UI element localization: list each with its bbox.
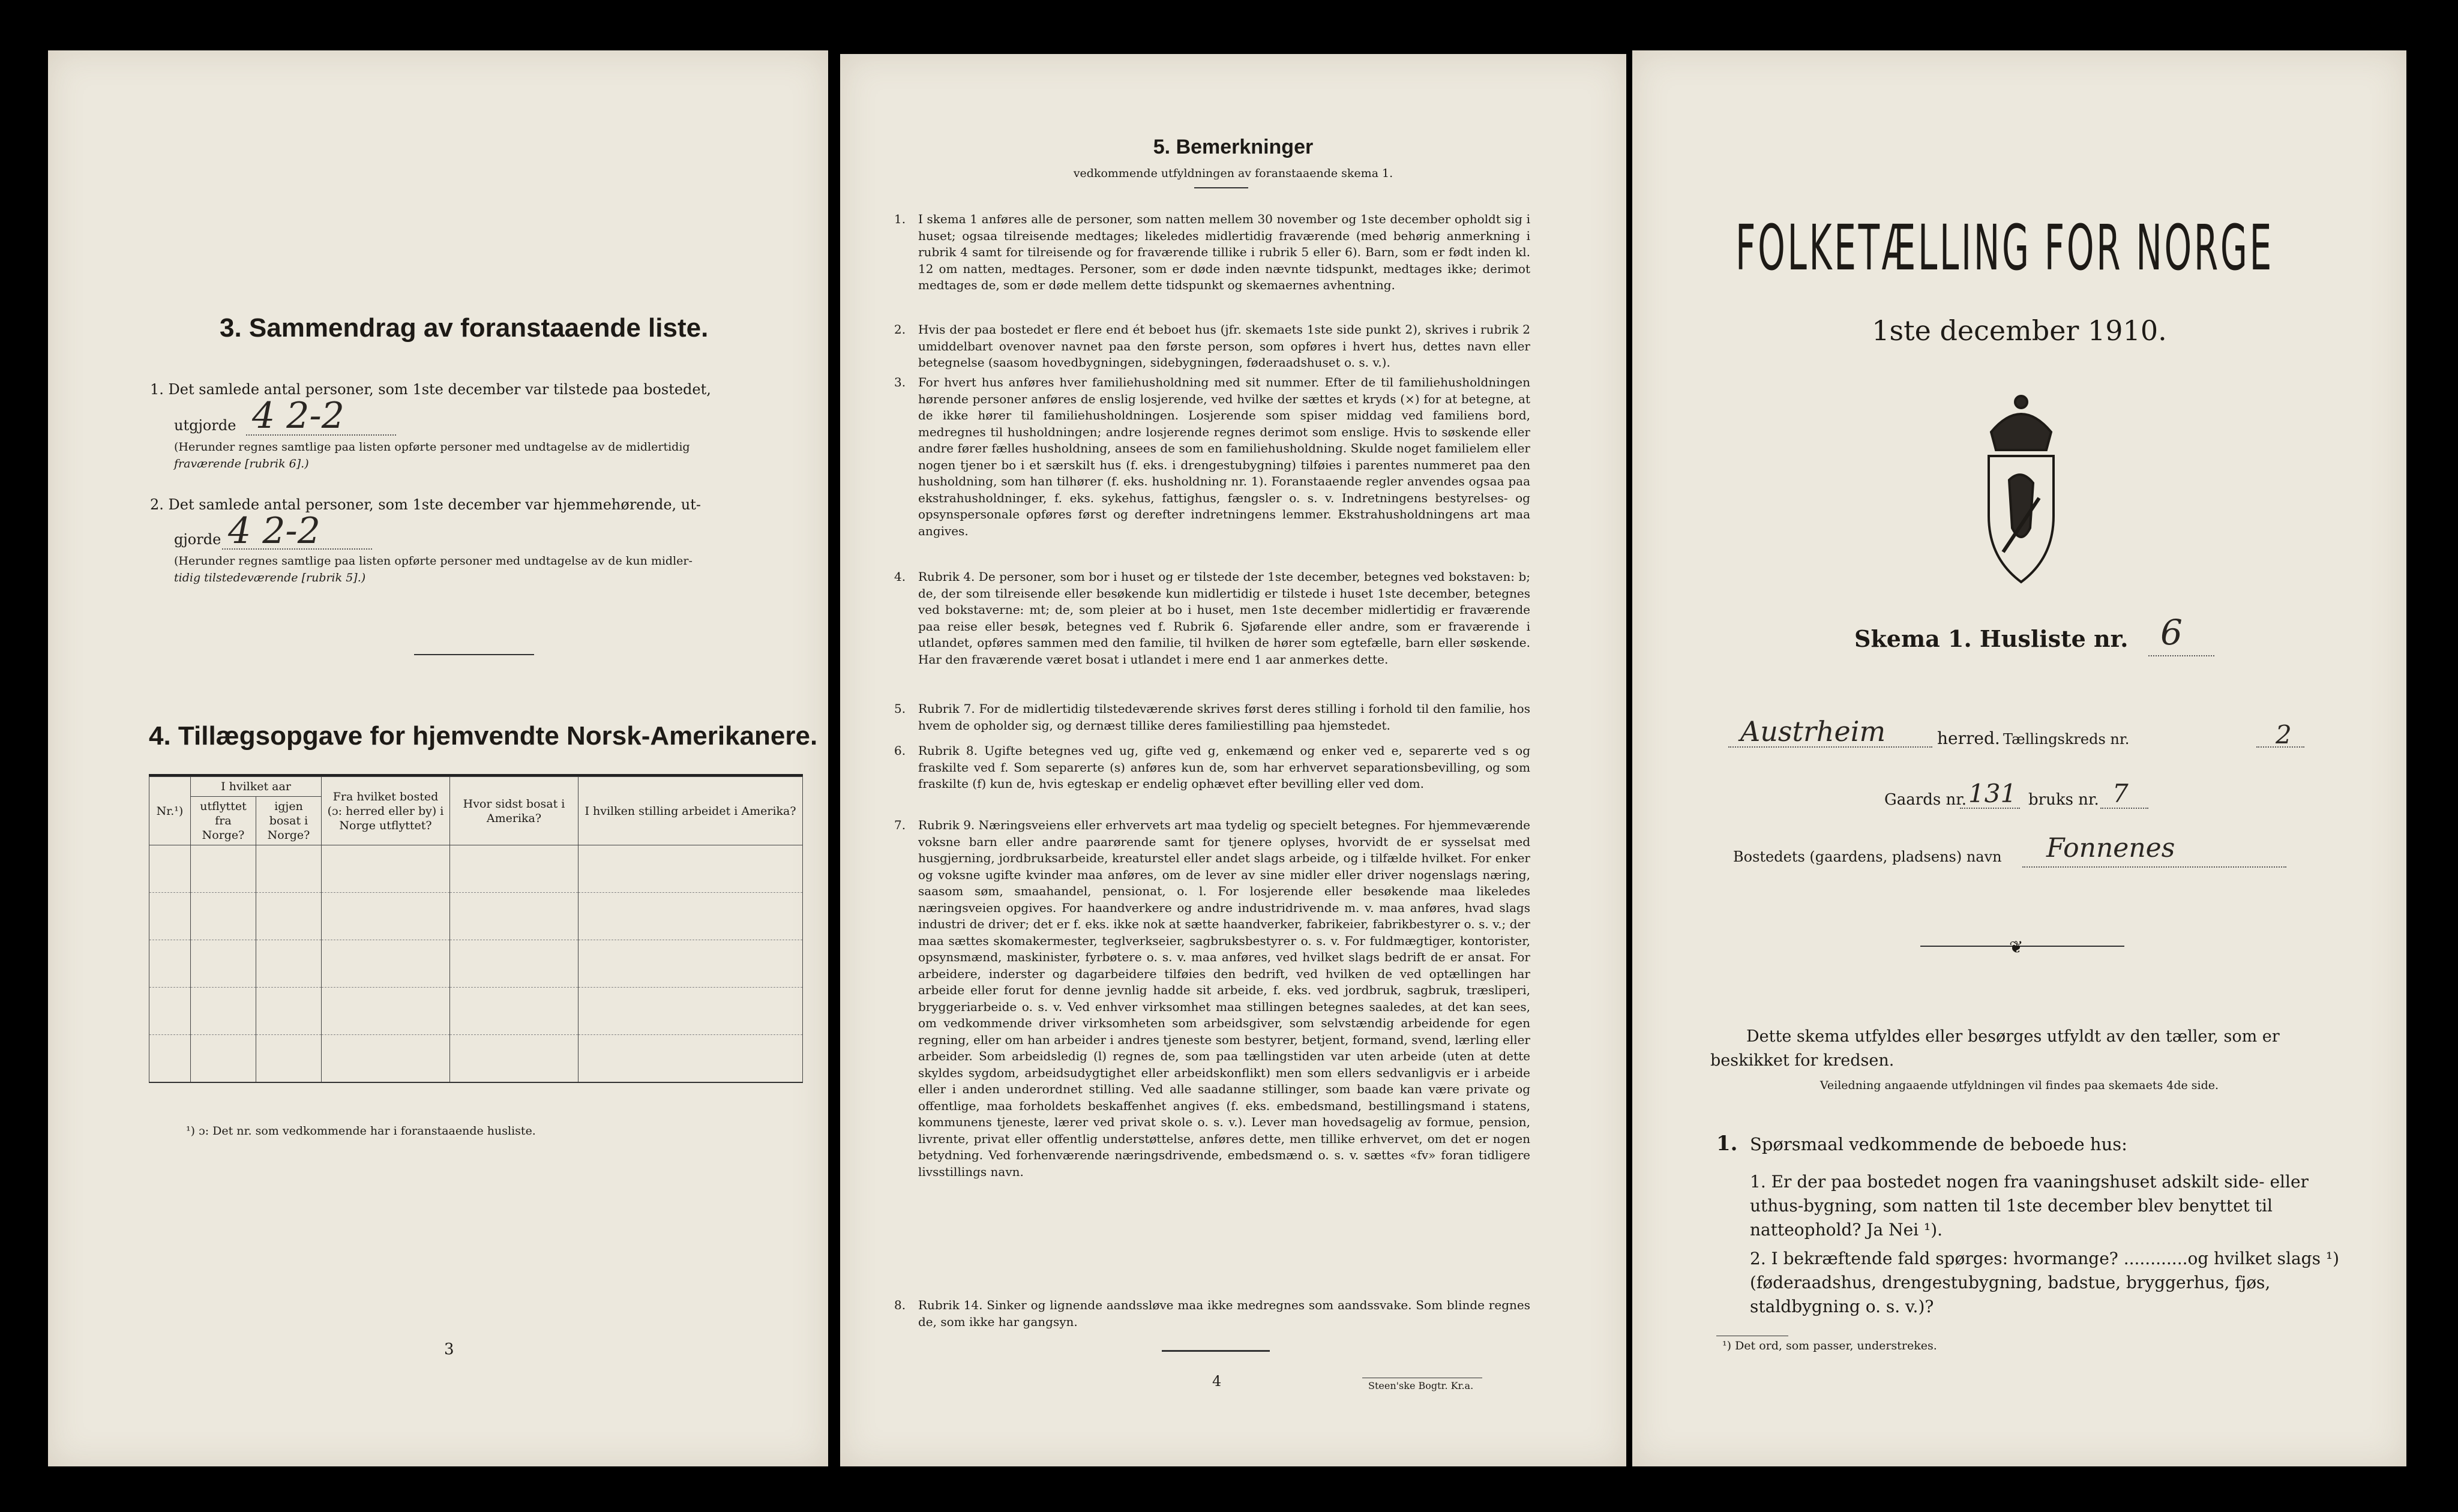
table-row	[149, 845, 803, 893]
remark-item-5: 5. Rubrik 7. For de midlertidig tilstedeværende skrives først deres stilling i forhold til den familie, hos hvem de opholder sig, og dernæst tillike deres familiestilling paa hjemstedet.	[894, 701, 1530, 733]
bruks-fill-line	[2100, 808, 2148, 809]
norsk-amerikanere-table	[149, 776, 803, 1083]
table-footnote: ¹) ɔ: Det nr. som vedkommende har i foranstaaende husliste.	[186, 1124, 536, 1138]
bosted-fill-line	[2022, 866, 2286, 868]
husliste-number: 6	[2160, 612, 2183, 653]
husliste-fill-line	[2148, 655, 2214, 656]
col-utflyttet: utflyttet fra Norge?	[191, 797, 256, 845]
remark-item-2: 2. Hvis der paa bostedet er flere end ét beboet hus (jfr. skemaets 1ste side punkt 2), skrives i rubrik 2 umiddelbart ovenover navnet paa den første person, som opføres i hvert hus, dettes navn eller betegnelse (saasom hovedbygningen, sidebygningen, føderaadshuset o. s. v.).	[894, 322, 1530, 370]
bruks-label: bruks nr.	[2028, 791, 2099, 809]
question-1: 1. Er der paa bostedet nogen fra vaaningshuset adskilt side- eller uthus-bygning, som natten til 1ste december blev benyttet til natteophold? Ja Nei ¹).	[1750, 1172, 2309, 1240]
intro-note: Veiledning angaaende utfyldningen vil findes paa skemaets 4de side.	[1819, 1079, 2219, 1092]
table-row	[149, 1035, 803, 1083]
q2-text: 2. Det samlede antal personer, som 1ste december var hjemmehørende, ut-	[150, 496, 701, 513]
bottom-rule	[1162, 1350, 1270, 1352]
section-4-title: 4. Tillægsopgave for hjemvendte Norsk-Amerikanere.	[149, 721, 818, 751]
col-nr: Nr.¹)	[149, 777, 191, 845]
skema-label: Skema 1. Husliste nr.	[1854, 625, 2129, 652]
census-date: 1ste december 1910.	[1872, 314, 2167, 347]
bruks-value: 7	[2112, 779, 2129, 808]
page-5	[1632, 50, 2406, 1466]
census-title: FOLKETÆLLING FOR NORGE	[1735, 211, 2274, 284]
q1-handwritten-value: 4 2-2	[252, 395, 344, 437]
q1-utgjorde-label: utgjorde	[174, 417, 236, 434]
remarks-title: 5. Bemerkninger	[1153, 136, 1314, 158]
q2-note-1: (Herunder regnes samtlige paa listen opførte personer med undtagelse av de kun midler-	[174, 554, 693, 568]
section-3-title: 3. Sammendrag av foranstaaende liste.	[220, 313, 709, 343]
question-heading: Spørsmaal vedkommende de beboede hus:	[1750, 1134, 2127, 1154]
q1-note-1: (Herunder regnes samtlige paa listen opførte personer med undtagelse av de midlertidig	[174, 440, 690, 454]
col-igjen: igjen bosat i Norge?	[256, 797, 322, 845]
page-4	[840, 54, 1626, 1466]
question-heading-number: 1.	[1716, 1132, 1738, 1156]
table-row	[149, 893, 803, 940]
footnote: ¹) Det ord, som passer, understrekes.	[1722, 1339, 1937, 1352]
remark-item-6: 6. Rubrik 8. Ugifte betegnes ved ug, gifte ved g, enkemænd og enker ved e, separerte ved s og fraskilte ved f. Som separerte (s) anføres kun de, som har erhvervet separationsbevilling, og som fraskilte (f) kun de, hvis egteskap er endelig ophævet efter bevilling eller ved dom.	[894, 743, 1530, 791]
kreds-label: Tællingskreds nr.	[2003, 731, 2130, 748]
remark-item-1: 1. I skema 1 anføres alle de personer, som natten mellem 30 november og 1ste december opholdt sig i huset; ogsaa tilreisende medtages; likeledes midlertidig fraværende (med behørig anmerkning i rubrik 4 samt for tilreisende og for fraværende tillike i rubrik 5 eller 6). Barn, som er født inden kl. 12 om natten, medtages. Personer, som er døde inden nævnte tidspunkt, medtages ikke; derimot medtages de, som er døde mellem dette tidspunkt og skemaernes avhentning.	[894, 212, 1530, 292]
herred-value: Austrheim	[1740, 715, 1886, 748]
gaards-fill-line	[1960, 808, 2020, 809]
q2-handwritten-value: 4 2-2	[228, 510, 320, 552]
gaards-label: Gaards nr.	[1884, 791, 1967, 809]
page-number: 3	[444, 1340, 454, 1358]
subtitle-rule	[1194, 187, 1248, 188]
remarks-subtitle: vedkommende utfyldningen av foranstaaende skema 1.	[1073, 167, 1393, 180]
page-3	[48, 50, 828, 1466]
section-divider	[414, 654, 534, 655]
col-fra: Fra hvilket bosted (ɔ: herred eller by) i Norge utflyttet?	[322, 777, 450, 845]
q1-text: 1. Det samlede antal personer, som 1ste december var tilstede paa bostedet,	[150, 381, 711, 398]
remark-item-3: 3. For hvert hus anføres hver familiehusholdning med sit nummer. Efter de til familiehusholdningen hørende personer anføres de enslig losjerende, ved hvilke der sættes et kryds (×) for at betegne, at de ikke hører til familiehusholdningen. Losjerende som spiser middag ved familiens bord, medregnes til husholdningen; andre losjerende regnes derimot som enslige. Hvis to søskende eller andre fører fælles husholdning, ansees de som en familiehusholdning. Skulde noget familielem eller nogen tjener bo i et særskilt hus (f. eks. i drengestubygning) tilføies i parentes nummeret paa den husholdning, som han tilhører (f. eks. husholdning nr. 1). Foranstaaende regler anvendes ogsaa paa ekstrahusholdninger, f. eks. sykehus, fattighus, fængsler o. s. v. Indretningens bestyrelses- og opsynspersonale opføres først og derefter indretningens lemmer. Ekstrahusholdningens art maa angives.	[894, 375, 1530, 538]
table-row	[149, 940, 803, 988]
ornament-icon: ❦	[2009, 937, 2024, 957]
table-row	[149, 988, 803, 1035]
col-stilling: I hvilken stilling arbeidet i Amerika?	[578, 777, 803, 845]
question-2: 2. I bekræftende fald spørges: hvormange? ............og hvilket slags ¹) (føderaadshus, drengestubygning, badstue, bryggerhus, fjøs, staldbygning o. s. v.)?	[1750, 1249, 2339, 1316]
q2-gjorde-label: gjorde	[174, 531, 221, 548]
coat-of-arms-icon	[1979, 378, 2063, 606]
bosted-label: Bostedets (gaardens, pladsens) navn	[1733, 848, 2002, 865]
herred-label: herred.	[1937, 728, 2000, 748]
q2-fill-line	[222, 548, 372, 550]
remark-item-7: 7. Rubrik 9. Næringsveiens eller erhvervets art maa tydelig og specielt betegnes. For hjemmeværende voksne barn eller andre paarørende samt for tjenere oplyses, hvorvidt de er sysselsat med husgjerning, jordbruksarbeide, kreaturstel eller andet slags arbeide, og i tilfælde hvilket. For enker og voksne ugifte kvinder maa anføres, om de lever av sine midler eller driver nogenslags næring, saasom søm, smaahandel, pensionat, o. l. For losjerende eller besøkende maa likeledes næringsveien opgives. For haandverkere og andre industridrivende m. v. maa anføres, hvad slags industri de driver; det er f. eks. ikke nok at sætte haandverker, fabrikeier, fabrikbestyrer o. s. v.; der maa sættes skomakermester, teglverkseier, sagbruksbestyrer o. s. v. For fuldmægtiger, kontorister, opsynsmænd, maskinister, fyrbøtere o. s. v. maa anføres, ved hvilket slags bedrift de er ansat. For arbeidere, inderster og dagarbeidere tilføies den bedrift, ved hvilken de ved optællingen har arbeide eller forut for denne jevnlig hadde sit arbeide, f. eks. ved jordbruk, sagbruk, træsliperi, bryggeriarbeide o. s. v. Ved enhver virksomhet maa stillingen betegnes saaledes, at det kan sees, om vedkommende driver virksomheten som arbeidsgiver, som selvstændig arbeidende for egen regning, eller om han arbeider i andres tjeneste som bestyrer, betjent, formand, svend, lærling eller arbeider. Som arbeidsledig (l) regnes de, som paa tællingstiden var uten arbeide (uten at dette skyldes sygdom, arbeidsudygtighet eller arbeidskonflikt) men som ellers sedvanligvis er i arbeide eller i anden underordnet stilling. Ved alle saadanne stillinger, som baade kan være private og offentlige, maa forholdets beskaffenhet angives (f. eks. embedsmand, bestillingsmand i statens, kommunens tjeneste, lærer ved privat skole o. s. v.). Lever man hovedsagelig av formue, pension, livrente, privat eller offentlig understøttelse, anføres dette, men tillike erhvervet, om det er nogen betydning. Ved forhenværende næringsdrivende, embedsmænd o. s. v. sættes «fv» foran tidligere livsstillings navn.	[894, 818, 1530, 1179]
remark-item-8: 8. Rubrik 14. Sinker og lignende aandssløve maa ikke medregnes som aandssvake. Som blinde regnes de, som ikke har gangsyn.	[894, 1298, 1530, 1329]
gaards-value: 131	[1968, 779, 2017, 808]
page-number: 4	[1212, 1373, 1222, 1390]
kreds-value: 2	[2276, 720, 2292, 749]
remark-item-4: 4. Rubrik 4. De personer, som bor i huset og er tilstede der 1ste december, betegnes ved bokstaven: b; de, der som tilreisende eller besøkende kun midlertidig er tilstede i huset 1ste december, betegnes ved bokstaverne: mt; de, som pleier at bo i huset, men 1ste december midlertidig er fraværende paa reise eller besøk, betegnes ved f. Rubrik 6. Sjøfarende eller andre, som er fraværende i utlandet, opføres sammen med den familie, til hvilken de hører som egtefælle, barn eller søskende. Har den fraværende været bosat i utlandet i mere end 1 aar anmerkes dette.	[894, 569, 1530, 667]
q1-fill-line	[246, 434, 396, 436]
col-hvor: Hvor sidst bosat i Amerika?	[450, 777, 578, 845]
herred-fill-line	[1728, 746, 1932, 748]
bosted-value: Fonnenes	[2046, 833, 2175, 863]
kreds-fill-line	[2256, 746, 2304, 748]
intro-text: Dette skema utfyldes eller besørges utfyldt av den tæller, som er beskikket for kredsen.	[1710, 1027, 2280, 1070]
q2-note-2: tidig tilstedeværende [rubrik 5].)	[174, 571, 366, 584]
printer-imprint: Steen'ske Bogtr. Kr.a.	[1368, 1380, 1474, 1391]
col-group-aar: I hvilket aar	[191, 777, 322, 797]
q1-note-2: fraværende [rubrik 6].)	[174, 457, 309, 470]
